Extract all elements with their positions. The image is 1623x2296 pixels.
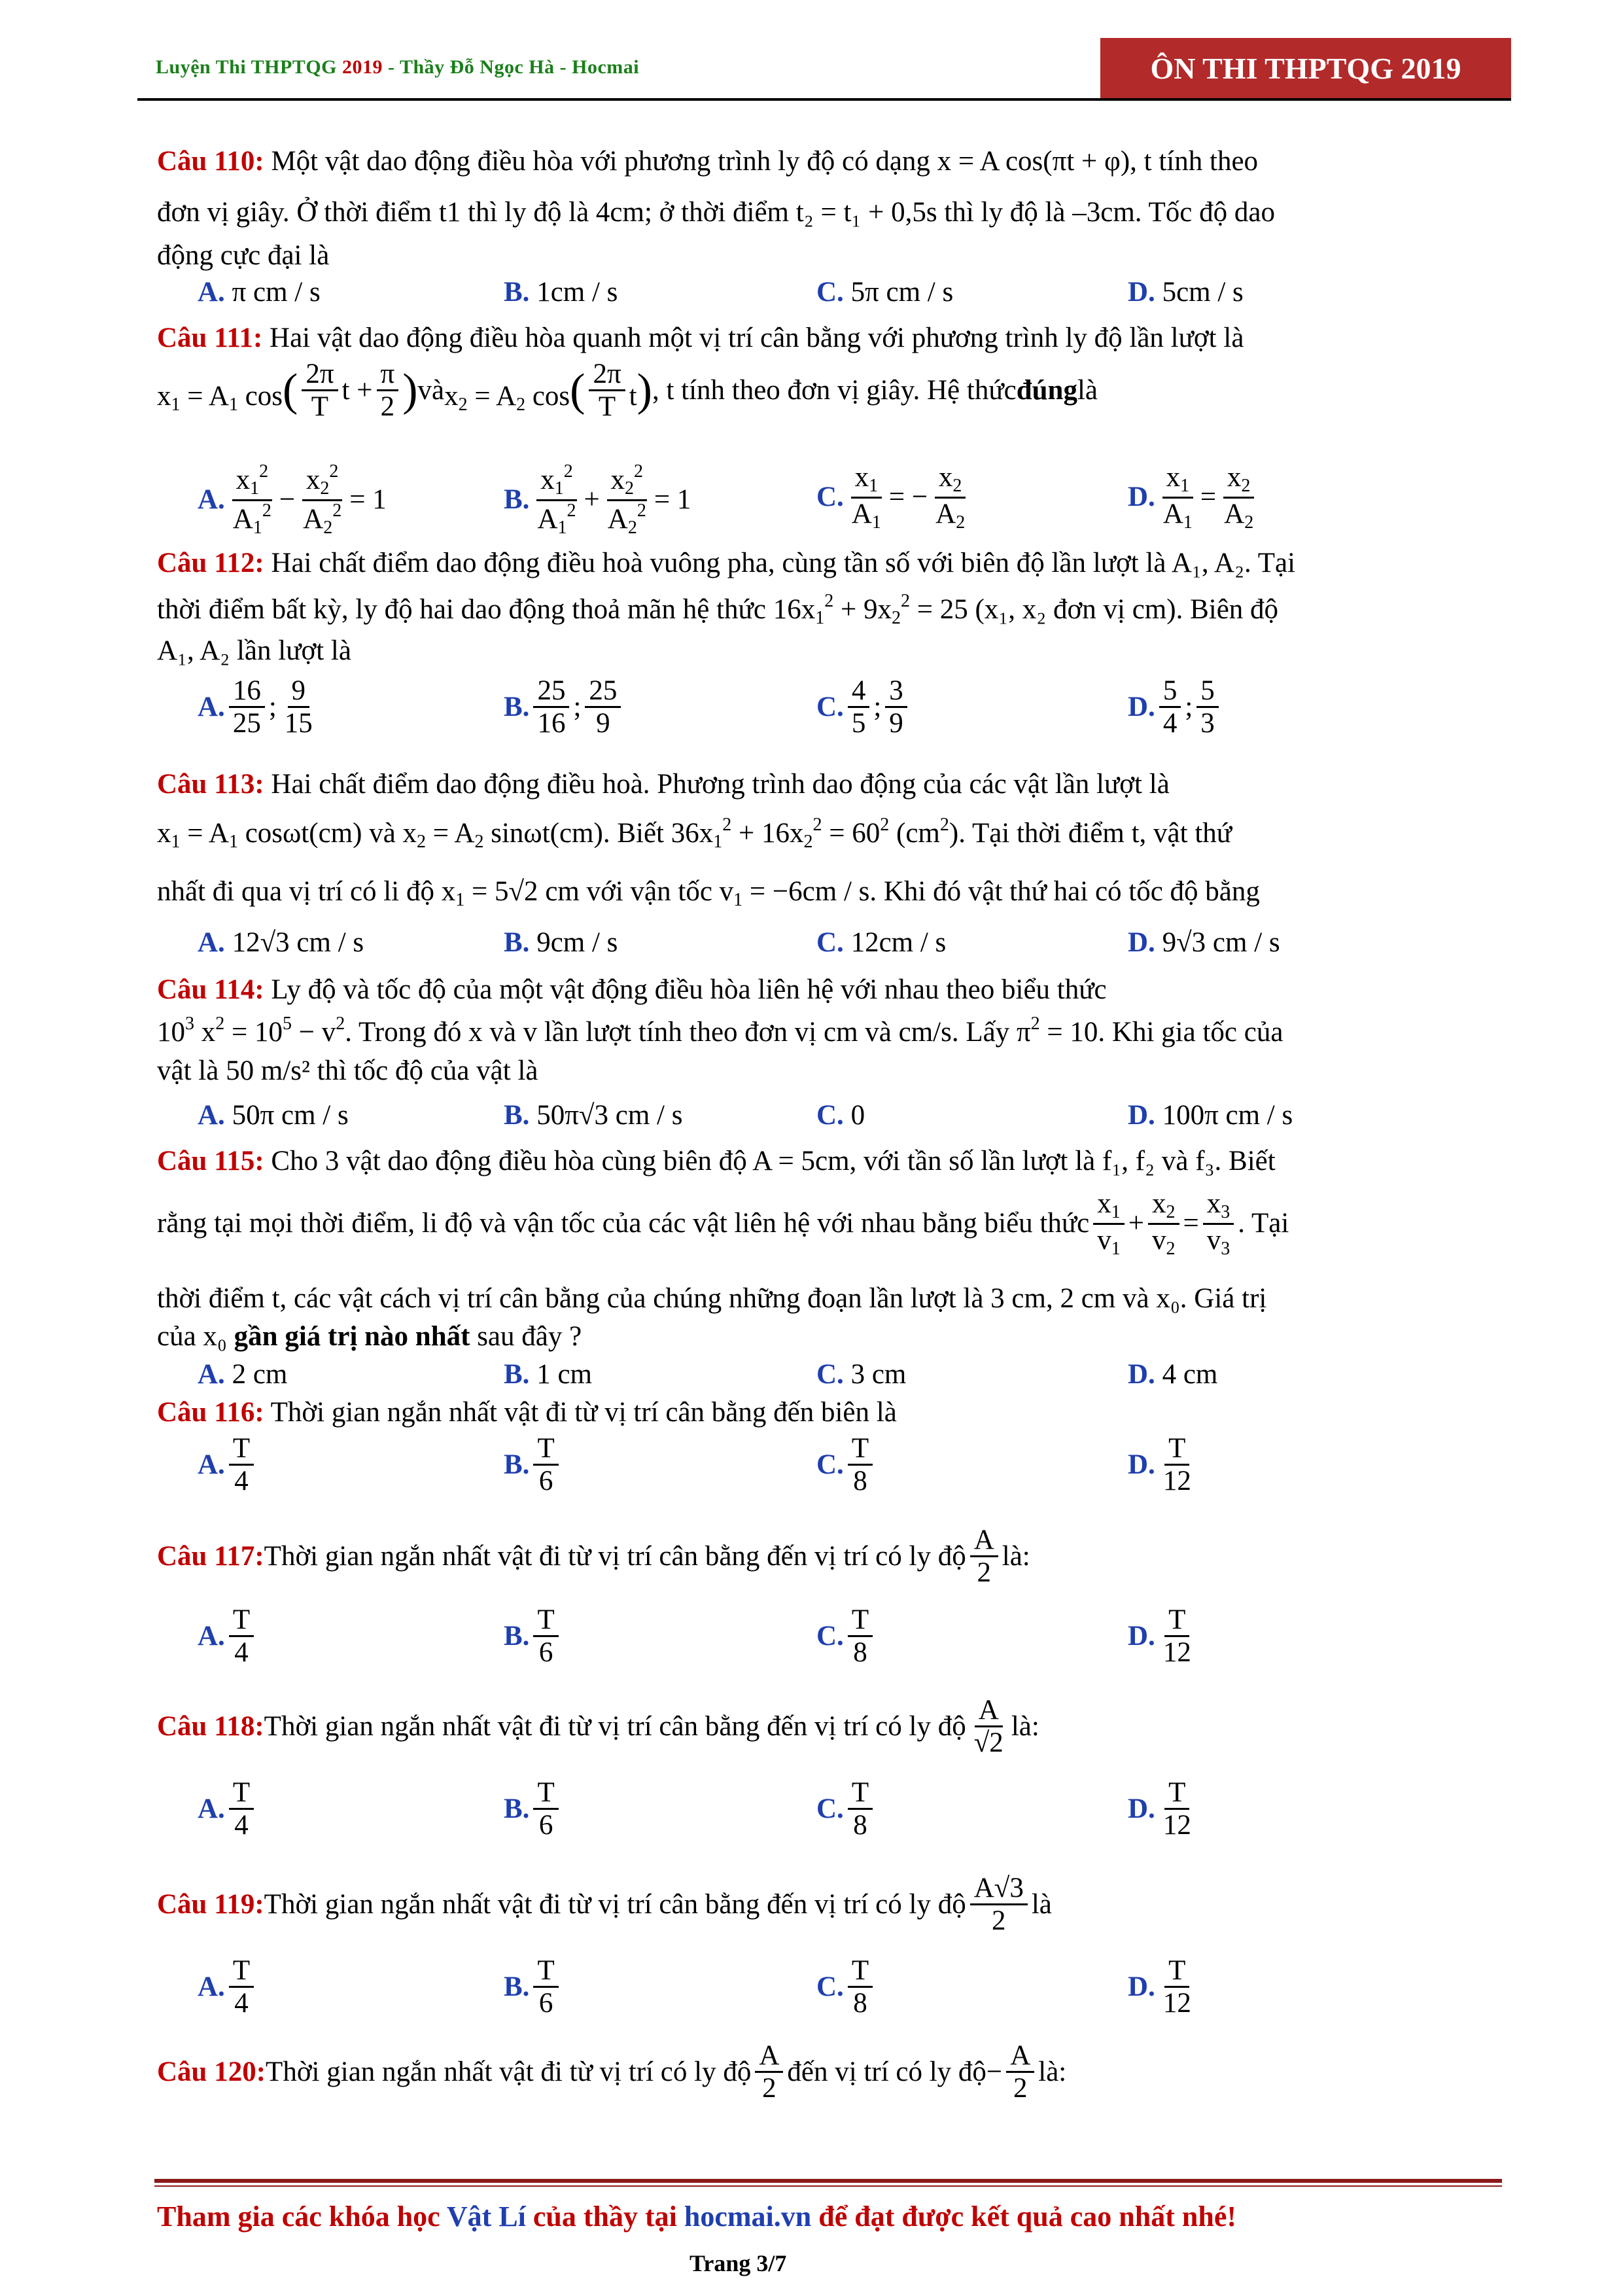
q115-line2: rằng tại mọi thời điểm, li độ và vận tốc của các vật liên hệ với nhau bằng biểu thức $\frac{x_1}{v_1}$ + $\frac{x_2}{v_2}$ = $\frac{x_3}{v_3}$ . Tại <box>157 1188 1289 1259</box>
q110-line3: động cực đại là <box>157 240 330 271</box>
q118-line1: Câu 118: Thời gian ngắn nhất vật đi từ vị trí cân bằng đến vị trí có ly độ $\frac{A}{√2}$ là: <box>157 1695 1039 1759</box>
q110-option-a[interactable]: A. π cm / s <box>198 277 321 308</box>
q119-option-a[interactable]: A. $\frac{T}{4}$ <box>198 1955 258 2019</box>
q113-option-c[interactable]: C. 12cm / s <box>816 927 947 958</box>
q120-line1: Câu 120: Thời gian ngắn nhất vật đi từ vị trí có ly độ $\frac{A}{2}$ đến vị trí có ly độ − $\frac{A}{2}$ là: <box>157 2040 1067 2104</box>
q117-line1: Câu 117: Thời gian ngắn nhất vật đi từ vị trí cân bằng đến vị trí có ly độ $\frac{A}{2}$ là: <box>157 1525 1030 1589</box>
q116-option-a[interactable]: A. $\frac{T}{4}$ <box>198 1433 258 1497</box>
header-divider <box>137 98 1511 101</box>
q114-line2: $10^3$ $x^2 = 10^5 - v^2$. Trong đó x và v lần lượt tính theo đơn vị cm và cm/s. Lấy $\pi^2 = 10$. Khi gia tốc của <box>157 1014 1283 1048</box>
q115-option-d[interactable]: D. 4 cm <box>1128 1359 1218 1390</box>
q110-option-d[interactable]: D. 5cm / s <box>1128 277 1244 308</box>
q112-option-b[interactable]: B. $\frac{25}{16}$ ; $\frac{25}{9}$ <box>504 675 625 739</box>
q113-line3: nhất đi qua vị trí có li độ $x_1 = 5√2$ cm với vận tốc $v_1 = -6cm / s$. Khi đó vật thứ hai có tốc độ bằng <box>157 876 1260 910</box>
q111-line1: Câu 111: Hai vật dao động điều hòa quanh một vị trí cân bằng với phương trình ly độ lần lượt là <box>157 323 1244 353</box>
q116-option-c[interactable]: C. $\frac{T}{8}$ <box>816 1433 877 1497</box>
q117-option-a[interactable]: A. $\frac{T}{4}$ <box>198 1604 258 1669</box>
q114-option-a[interactable]: A. 50π cm / s <box>198 1100 349 1131</box>
q110-option-b[interactable]: B. 1cm / s <box>504 277 618 308</box>
q117-option-d[interactable]: D. $\frac{T}{12}$ <box>1128 1604 1191 1669</box>
footer-banner: Tham gia các khóa học Vật Lí của thầy tại hocmai.vn để đạt được kết quả cao nhất nhé! <box>157 2200 1236 2233</box>
footer-divider <box>154 2179 1502 2183</box>
q112-line3: A₁, A₂ lần lượt là <box>157 635 351 666</box>
q118-option-d[interactable]: D. $\frac{T}{12}$ <box>1128 1777 1191 1841</box>
q117-option-c[interactable]: C. $\frac{T}{8}$ <box>816 1604 877 1669</box>
q114-line3: vật là 50 m/s² thì tốc độ của vật là <box>157 1055 538 1086</box>
q114-line1: Câu 114: Ly độ và tốc độ của một vật động điều hòa liên hệ với nhau theo biểu thức <box>157 974 1107 1005</box>
q112-option-a[interactable]: A. $\frac{16}{25}$ ; $\frac{9}{15}$ <box>198 675 313 739</box>
q111-option-a[interactable]: A. $\frac{x_1^2}{A_1^2}$ − $\frac{x_2^2}{A_2^2}$ = 1 <box>198 461 387 538</box>
q115-line1: Câu 115: Cho 3 vật dao động điều hòa cùng biên độ A = 5cm, với tần số lần lượt là f₁, f₂ và f₃. Biết <box>157 1146 1276 1176</box>
q115-option-c[interactable]: C. 3 cm <box>816 1359 907 1390</box>
q115-line4: của x₀ gần giá trị nào nhất sau đây ? <box>157 1321 582 1352</box>
q116-option-d[interactable]: D. $\frac{T}{12}$ <box>1128 1433 1191 1497</box>
q111-option-b[interactable]: B. $\frac{x_1^2}{A_1^2}$ + $\frac{x_2^2}{A_2^2}$ = 1 <box>504 461 691 538</box>
q112-line2: thời điểm bất kỳ, ly độ hai dao động thoả mãn hệ thức $16x_1^2 + 9x_2^2 = 25$ (x₁, x₂ đơn vị cm). Biên độ <box>157 591 1279 628</box>
q112-option-c[interactable]: C. $\frac{4}{5}$ ; $\frac{3}{9}$ <box>816 675 911 739</box>
header-badge: ÔN THI THPTQG 2019 <box>1100 38 1511 98</box>
q113-option-b[interactable]: B. 9cm / s <box>504 927 618 958</box>
header-title: Luyện Thi THPTQG 2019 - Thầy Đỗ Ngọc Hà - Hocmai <box>156 56 640 78</box>
q111-line2: $x_1 = A_1$ cos( $\frac{2\pi}{T}$ t + $\frac{\pi}{2}$ ) và $x_2 = A_2$ cos( $\frac{2\pi}{T}$ t) , t tính theo đơn vị giây. Hệ thức đúng là <box>157 359 1098 423</box>
q115-option-b[interactable]: B. 1 cm <box>504 1359 592 1390</box>
q114-option-c[interactable]: C. 0 <box>816 1100 865 1131</box>
q110-line2: đơn vị giây. Ở thời điểm t1 thì ly độ là 4cm; ở thời điểm t₂ = t₁ + 0,5s thì ly độ là –3cm. Tốc độ dao <box>157 197 1275 228</box>
q119-option-c[interactable]: C. $\frac{T}{8}$ <box>816 1955 877 2019</box>
q111-option-d[interactable]: D. $\frac{x_1}{A_1}$ = $\frac{x_2}{A_2}$ <box>1128 462 1254 533</box>
q119-option-d[interactable]: D. $\frac{T}{12}$ <box>1128 1955 1191 2019</box>
q118-option-c[interactable]: C. $\frac{T}{8}$ <box>816 1777 877 1841</box>
q111-option-c[interactable]: C. $\frac{x_1}{A_1}$ = − $\frac{x_2}{A_2}$ <box>816 462 966 533</box>
q113-option-d[interactable]: D. 9√3 cm / s <box>1128 927 1280 958</box>
q118-option-b[interactable]: B. $\frac{T}{6}$ <box>504 1777 563 1841</box>
page-number: Trang 3/7 <box>689 2250 787 2276</box>
footer-divider-thin <box>154 2185 1502 2187</box>
q113-option-a[interactable]: A. 12√3 cm / s <box>198 927 364 958</box>
q117-option-b[interactable]: B. $\frac{T}{6}$ <box>504 1604 563 1669</box>
q110-line1: Câu 110: Một vật dao động điều hòa với phương trình ly độ có dạng x = A cos(πt + φ), t tính theo <box>157 146 1259 177</box>
hocmai-link[interactable]: hocmai.vn <box>684 2200 812 2233</box>
q119-line1: Câu 119: Thời gian ngắn nhất vật đi từ vị trí cân bằng đến vị trí có ly độ $\frac{A√3}{2}$ là <box>157 1873 1052 1937</box>
q119-option-b[interactable]: B. $\frac{T}{6}$ <box>504 1955 563 2019</box>
q113-line1: Câu 113: Hai chất điểm dao động điều hoà. Phương trình dao động của các vật lần lượt là <box>157 769 1170 800</box>
q112-option-d[interactable]: D. $\frac{5}{4}$ ; $\frac{5}{3}$ <box>1128 675 1223 739</box>
q115-option-a[interactable]: A. 2 cm <box>198 1359 288 1390</box>
q114-option-d[interactable]: D. 100π cm / s <box>1128 1100 1293 1131</box>
q115-line3: thời điểm t, các vật cách vị trí cân bằng của chúng những đoạn lần lượt là 3 cm, 2 cm và x₀. Giá trị <box>157 1283 1267 1314</box>
q112-line1: Câu 112: Hai chất điểm dao động điều hoà vuông pha, cùng tần số với biên độ lần lượt là A₁, A₂. Tại <box>157 548 1296 578</box>
q118-option-a[interactable]: A. $\frac{T}{4}$ <box>198 1777 258 1841</box>
q113-line2: $x_1 = A_1$ cosωt(cm) và $x_2 = A_2$ sinωt(cm). Biết $36x_1^2 + 16x_2^2 = 60^2$ $(cm^2)$. Tại thời điểm t, vật thứ <box>157 815 1232 852</box>
q114-option-b[interactable]: B. 50π√3 cm / s <box>504 1100 683 1131</box>
q110-option-c[interactable]: C. 5π cm / s <box>816 277 954 308</box>
q116-line1: Câu 116: Thời gian ngắn nhất vật đi từ vị trí cân bằng đến biên là <box>157 1397 897 1428</box>
q116-option-b[interactable]: B. $\frac{T}{6}$ <box>504 1433 563 1497</box>
